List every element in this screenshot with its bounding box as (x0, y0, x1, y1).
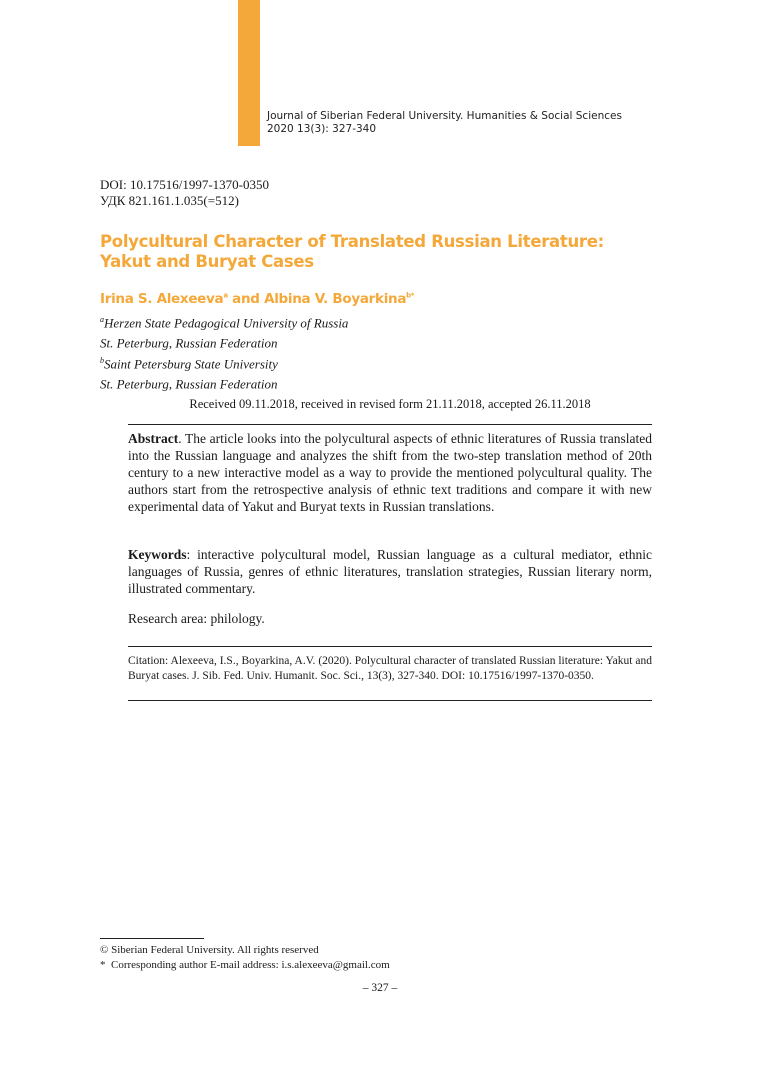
keywords (128, 546, 652, 597)
journal-accent-bar (238, 0, 260, 146)
abstract (128, 430, 652, 515)
divider (128, 700, 652, 701)
received-dates: Received 09.11.2018, received in revised form 21.11.2018, accepted 26.11.2018 (189, 397, 591, 411)
author-2-sup: b* (406, 291, 415, 300)
article-title (100, 232, 660, 272)
title-line-2: Yakut and Buryat Cases (100, 252, 314, 271)
corresponding-author-note: * Corresponding author E-mail address: i.s.alexeeva@gmail.com (100, 959, 390, 971)
affiliations (100, 311, 348, 392)
research-area: Research area: philology. (128, 611, 265, 626)
copyright-note: © Siberian Federal University. All rights reserved (100, 944, 319, 956)
article-identifiers (100, 177, 269, 209)
author-1-sup: a (223, 291, 228, 300)
author-2: Albina V. Boyarkina (264, 291, 407, 307)
page-number: – 327 – (362, 982, 398, 994)
divider (128, 424, 652, 425)
title-line-1: Polycultural Character of Translated Russian Literature: (100, 232, 604, 251)
affiliation-line: St. Peterburg, Russian Federation (100, 335, 278, 351)
journal-issue: 2020 13(3): 327-340 (267, 123, 377, 135)
author-conjunction: and (227, 291, 265, 307)
affiliation-line: $^a$Herzen State Pedagogical University of Russia (100, 315, 349, 331)
divider (128, 646, 652, 647)
author-1: Irina S. Alexeeva (100, 291, 224, 307)
abstract-label: Abstract (128, 431, 179, 446)
udk: УДК 821.161.1.035(=512) (100, 193, 239, 208)
affiliation-line: $^b$Saint Petersburg State University (100, 355, 278, 371)
footnotes (100, 943, 390, 973)
affiliation-line: St. Peterburg, Russian Federation (100, 376, 278, 392)
journal-header (267, 110, 622, 136)
journal-name: Journal of Siberian Federal University. Humanities & Social Sciences (267, 110, 622, 122)
abstract-text: . The article looks into the polycultural aspects of ethnic literatures of Russia translated into the Russian language and analyzes the shift from the two-step translation method of 20th century to a new interactive model as a way to provide the mentioned polycultural quality. The authors start from the retrospective analysis of ethnic text traditions and compare it with new experimental data of Yakut and Buryat texts in Russian translations. (128, 431, 652, 514)
footnote-divider (100, 938, 204, 939)
keywords-label: Keywords (128, 547, 187, 562)
author-list (100, 291, 414, 307)
citation: Citation: Alexeeva, I.S., Boyarkina, A.V. (2020). Polycultural character of translated Russian literature: Yakut and Buryat cases. J. Sib. Fed. Univ. Humanit. Soc. Sci., 13(3), 327-340. DOI: 10.17516/1997-1370-0350. (128, 655, 652, 682)
keywords-text: : interactive polycultural model, Russian language as a cultural mediator, ethnic languages of Russia, genres of ethnic literatures, translation strategies, Russian literary norm, illustrated commentary. (128, 547, 652, 596)
doi: DOI: 10.17516/1997-1370-0350 (100, 177, 269, 192)
